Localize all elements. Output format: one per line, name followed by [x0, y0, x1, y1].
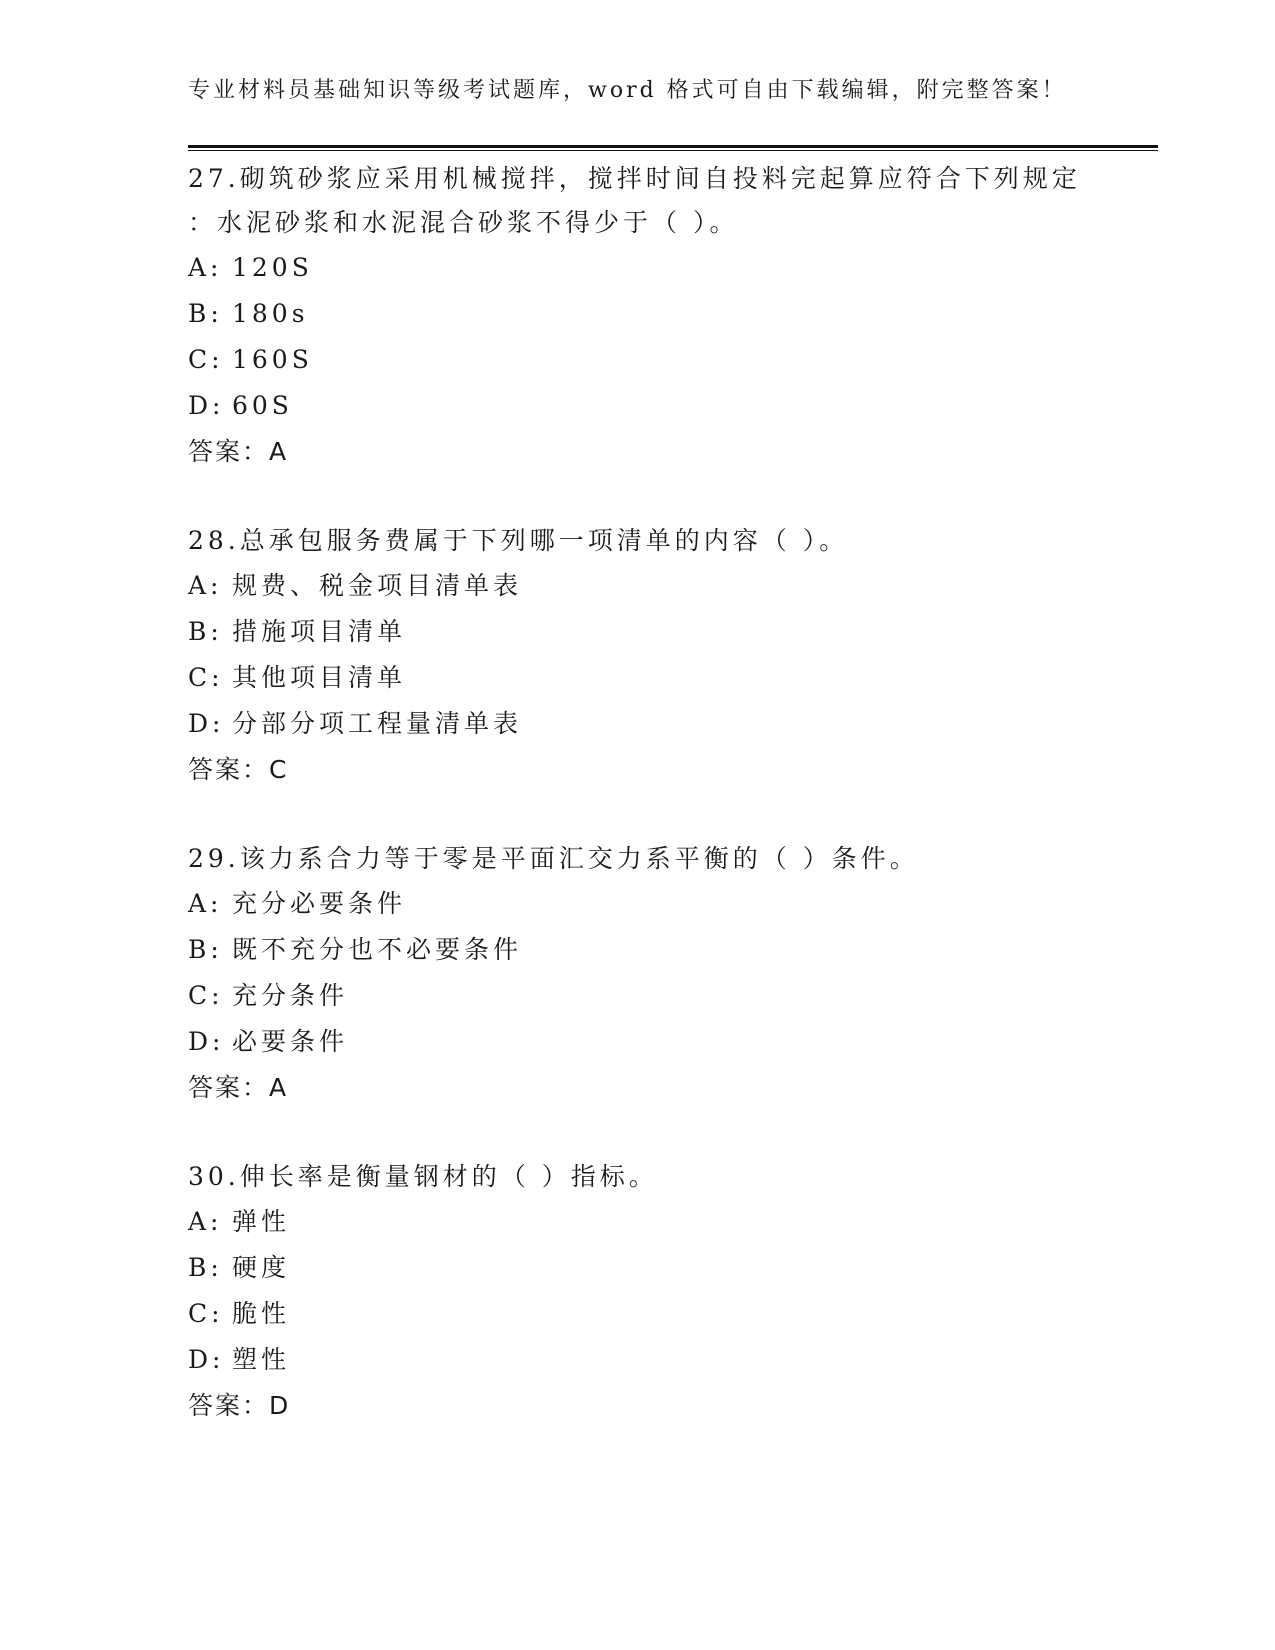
page-header: 专业材料员基础知识等级考试题库，word 格式可自由下载编辑，附完整答案！	[188, 78, 1067, 103]
option-text: 措施项目清单	[232, 617, 407, 646]
option-text: 充分条件	[232, 981, 349, 1010]
option-b	[188, 609, 1148, 655]
option-key: D:	[188, 1345, 225, 1374]
option-key: A:	[188, 253, 223, 282]
option-text: 充分必要条件	[232, 889, 407, 918]
option-text: 脆性	[232, 1299, 291, 1328]
question-stem	[188, 1155, 1148, 1199]
option-key: B:	[188, 617, 223, 646]
option-text: 硬度	[232, 1253, 291, 1282]
answer-line: 答案：A	[188, 437, 289, 466]
option-b	[188, 927, 1148, 973]
stem-line: ：水泥砂浆和水泥混合砂浆不得少于（ ）。	[188, 208, 739, 237]
stem-line: 28.总承包服务费属于下列哪一项清单的内容（ ）。	[188, 526, 849, 555]
question-28	[188, 519, 1148, 793]
option-b	[188, 1245, 1148, 1291]
option-key: B:	[188, 935, 223, 964]
option-c	[188, 655, 1148, 701]
option-text: 弹性	[232, 1207, 291, 1236]
question-stem	[188, 157, 1148, 245]
option-text: 其他项目清单	[232, 663, 407, 692]
option-a	[188, 881, 1148, 927]
question-stem	[188, 837, 1148, 881]
answer-line: 答案：D	[188, 1391, 291, 1420]
question-30	[188, 1155, 1148, 1429]
option-text: 既不充分也不必要条件	[232, 935, 523, 964]
option-text: 60S	[232, 391, 293, 420]
header-rule-thin	[188, 150, 1158, 151]
option-b	[188, 291, 1148, 337]
option-d	[188, 383, 1148, 429]
stem-line: 29.该力系合力等于零是平面汇交力系平衡的（ ）条件。	[188, 844, 919, 873]
option-a	[188, 245, 1148, 291]
option-text: 必要条件	[232, 1027, 349, 1056]
option-text: 规费、税金项目清单表	[232, 571, 523, 600]
option-key: C:	[188, 981, 224, 1010]
stem-line: 30.伸长率是衡量钢材的（ ）指标。	[188, 1162, 658, 1191]
option-key: C:	[188, 1299, 224, 1328]
option-key: D:	[188, 1027, 225, 1056]
answer-line: 答案：C	[188, 755, 289, 784]
option-key: A:	[188, 889, 223, 918]
option-text: 180s	[232, 299, 309, 328]
option-key: B:	[188, 1253, 223, 1282]
option-c	[188, 337, 1148, 383]
option-d	[188, 701, 1148, 747]
option-a	[188, 563, 1148, 609]
stem-line: 27.砌筑砂浆应采用机械搅拌，搅拌时间自投料完起算应符合下列规定	[188, 164, 1081, 193]
question-29	[188, 837, 1148, 1111]
option-key: A:	[188, 571, 223, 600]
option-key: C:	[188, 663, 224, 692]
question-stem	[188, 519, 1148, 563]
option-c	[188, 973, 1148, 1019]
option-key: B:	[188, 299, 223, 328]
option-text: 160S	[232, 345, 313, 374]
option-d	[188, 1337, 1148, 1383]
option-text: 120S	[232, 253, 313, 282]
option-key: A:	[188, 1207, 223, 1236]
option-key: D:	[188, 709, 225, 738]
option-key: C:	[188, 345, 224, 374]
option-d	[188, 1019, 1148, 1065]
question-list	[188, 157, 1148, 1473]
option-text: 塑性	[232, 1345, 291, 1374]
question-27	[188, 157, 1148, 475]
option-c	[188, 1291, 1148, 1337]
option-a	[188, 1199, 1148, 1245]
answer-line: 答案：A	[188, 1073, 289, 1102]
option-key: D:	[188, 391, 225, 420]
header-rule-thick	[188, 145, 1158, 148]
option-text: 分部分项工程量清单表	[232, 709, 523, 738]
